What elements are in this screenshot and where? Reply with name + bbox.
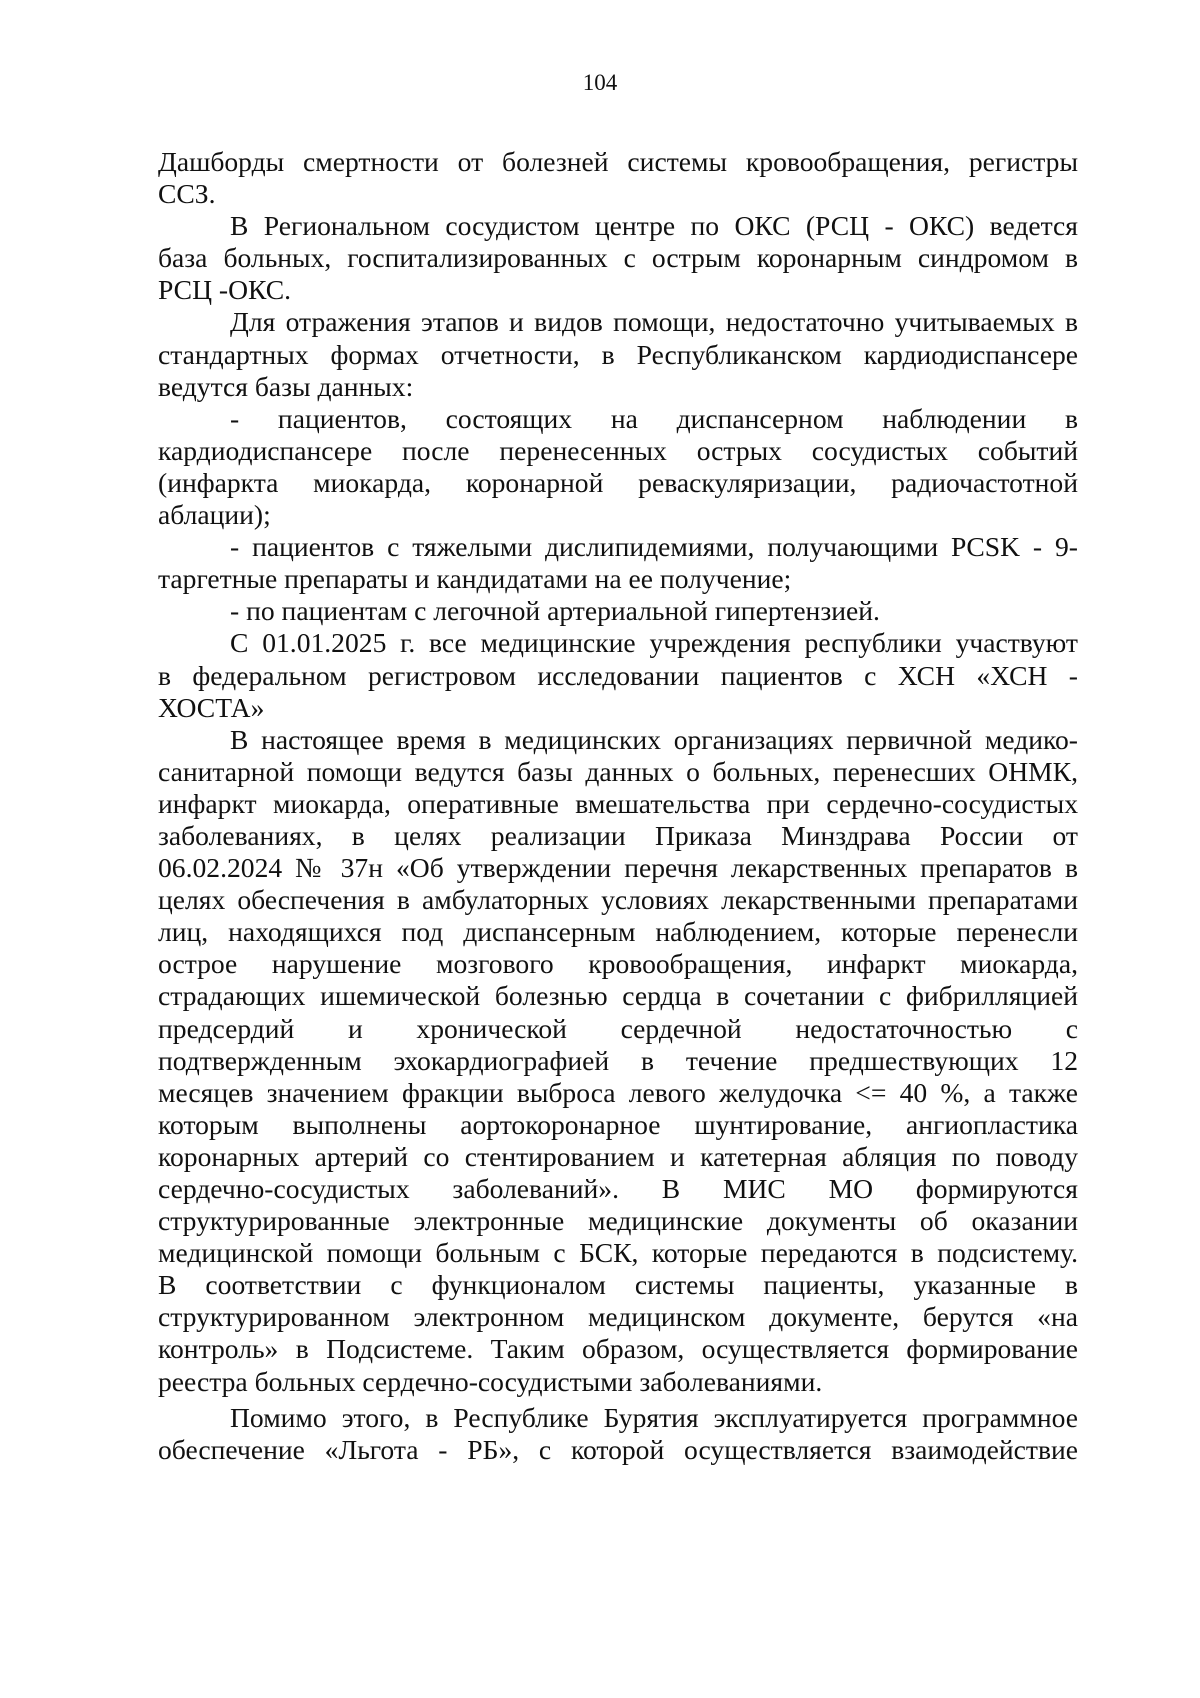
text-line: подтвержденным эхокардиографией в течение предшествующих 12 — [158, 1044, 1078, 1076]
text-line: Для отражения этапов и видов помощи, недостаточно учитываемых в — [230, 306, 1078, 338]
text-line: (инфаркта миокарда, коронарной реваскуляризации, радиочастотной — [158, 466, 1078, 498]
text-line: санитарной помощи ведутся базы данных о больных, перенесших ОНМК, — [158, 755, 1078, 787]
list-item-dispensary-patients — [158, 403, 1078, 531]
page-number: 104 — [582, 70, 618, 95]
text-line: В соответствии с функционалом системы пациенты, указанные в — [158, 1269, 1078, 1301]
text-line: - по пациентам с легочной артериальной гипертензией. — [230, 595, 880, 627]
text-line: коронарных артерий со стентированием и катетерная абляция по поводу — [158, 1140, 1078, 1172]
text-line: ХОСТА» — [158, 691, 265, 723]
paragraph-primary-care-databases — [158, 724, 1078, 1398]
paragraph-rsc-oks — [158, 210, 1078, 306]
paragraph-lgota-rb — [158, 1402, 1078, 1466]
text-line: лиц, находящихся под диспансерным наблюдением, которые перенесли — [158, 916, 1078, 948]
text-line: в федеральном регистровом исследовании пациентов с ХСН «ХСН - — [158, 659, 1078, 691]
text-line: таргетные препараты и кандидатами на ее получение; — [158, 563, 792, 595]
text-line: аблации); — [158, 499, 271, 531]
text-line: 06.02.2024 № 37н «Об утверждении перечня лекарственных препаратов в — [158, 852, 1078, 884]
text-line: инфаркт миокарда, оперативные вмешательства при сердечно-сосудистых — [158, 787, 1078, 819]
document-body — [158, 146, 1078, 1466]
text-line: структурированном электронном медицинском документе, берутся «на — [158, 1301, 1078, 1333]
text-line: ведутся базы данных: — [158, 370, 414, 402]
text-line: - пациентов с тяжелыми дислипидемиями, получающими PCSK - 9- — [230, 531, 1078, 563]
text-line: которым выполнены аортокоронарное шунтирование, ангиопластика — [158, 1108, 1078, 1140]
paragraph-dashboards — [158, 146, 1078, 210]
text-line: стандартных формах отчетности, в Республиканском кардиодиспансере — [158, 338, 1078, 370]
list-item-dyslipidemia-patients — [158, 531, 1078, 595]
text-line: обеспечение «Льгота - РБ», с которой осуществляется взаимодействие — [158, 1433, 1078, 1465]
text-line: медицинской помощи больным с БСК, которые передаются в подсистему. — [158, 1237, 1078, 1269]
text-line: - пациентов, состоящих на диспансерном наблюдении в — [230, 402, 1078, 434]
text-line: структурированные электронные медицинские документы об оказании — [158, 1205, 1078, 1237]
paragraph-chf-registry — [158, 627, 1078, 723]
text-line: заболеваниях, в целях реализации Приказа Минздрава России от — [158, 819, 1078, 851]
list-item-pulmonary-hypertension — [158, 595, 1078, 627]
text-line: кардиодиспансере после перенесенных острых сосудистых событий — [158, 434, 1078, 466]
text-line: Помимо этого, в Республике Бурятия эксплуатируется программное — [230, 1401, 1078, 1433]
text-line: С 01.01.2025 г. все медицинские учреждения республики участвуют — [230, 627, 1078, 659]
text-line: В настоящее время в медицинских организациях первичной медико- — [230, 723, 1078, 755]
text-line: контроль» в Подсистеме. Таким образом, осуществляется формирование — [158, 1333, 1078, 1365]
text-line: предсердий и хронической сердечной недостаточностью с — [158, 1012, 1078, 1044]
text-line: РСЦ -ОКС. — [158, 274, 292, 306]
text-line: сердечно-сосудистых заболеваний». В МИС МО формируются — [158, 1173, 1078, 1204]
text-line: ССЗ. — [158, 178, 216, 210]
text-line: В Региональном сосудистом центре по ОКС (РСЦ - ОКС) ведется — [230, 210, 1078, 242]
paragraph-databases-intro — [158, 306, 1078, 402]
text-line: Дашборды смертности от болезней системы кровообращения, регистры — [158, 146, 1078, 177]
text-line: база больных, госпитализированных с острым коронарным синдромом в — [158, 242, 1078, 274]
text-line: острое нарушение мозгового кровообращения, инфаркт миокарда, — [158, 948, 1078, 980]
text-line: месяцев значением фракции выброса левого желудочка <= 40 %, а также — [158, 1076, 1078, 1108]
text-line: страдающих ишемической болезнью сердца в сочетании с фибрилляцией — [158, 980, 1078, 1012]
text-line: целях обеспечения в амбулаторных условиях лекарственными препаратами — [158, 884, 1078, 916]
text-line: реестра больных сердечно-сосудистыми заболеваниями. — [158, 1365, 823, 1397]
